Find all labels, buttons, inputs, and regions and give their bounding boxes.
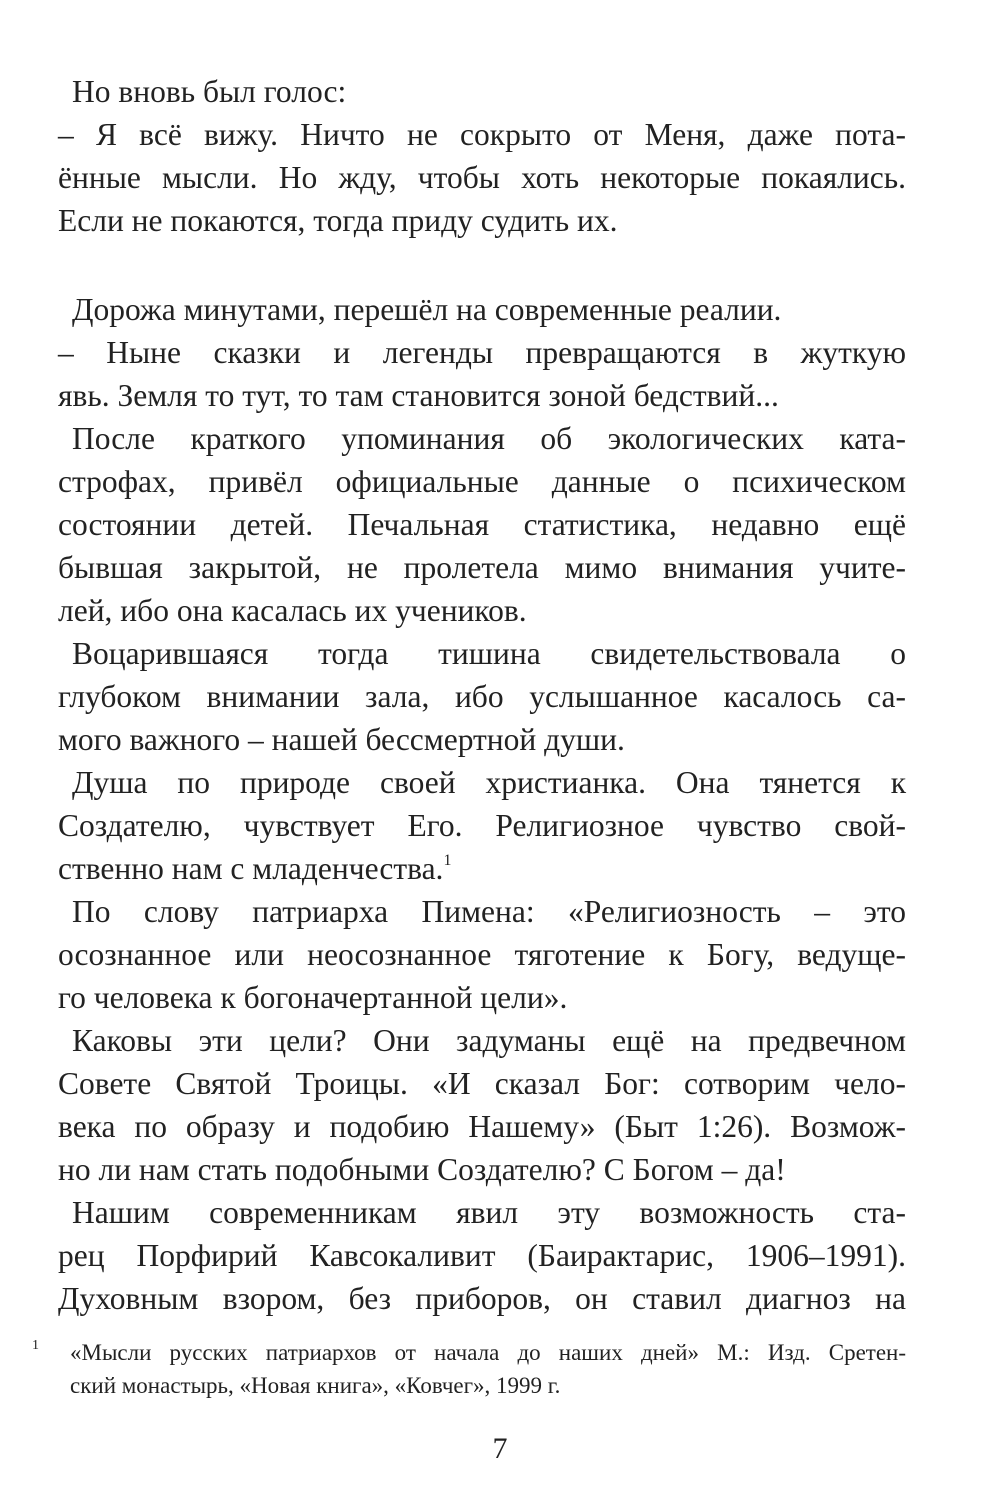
text-line: века по образу и подобию Нашему» (Быт 1:26). Возмож- [58,1109,906,1144]
text-line: – Я всё вижу. Ничто не сокрыто от Меня, даже пота- [58,117,906,152]
text-line: состоянии детей. Печальная статистика, недавно ещё [58,507,906,542]
paragraph [58,1191,906,1320]
footnote-text [40,1336,906,1402]
paragraph [58,1019,906,1191]
text-line: Каковы эти цели? Они задуманы ещё на предвечном [72,1023,906,1058]
text-line: мого важного – нашей бессмертной души. [58,722,625,757]
text-line: глубоком внимании зала, ибо услышанное касалось са- [58,679,906,714]
paragraph [58,113,906,242]
text-line: По слову патриарха Пимена: «Религиозность – это [72,894,906,929]
text-line: но ли нам стать подобными Создателю? С Богом – да! [58,1152,786,1187]
text-line: ственно нам с младенчества. [58,851,444,886]
text-line: Нашим современникам явил эту возможность ста- [72,1195,906,1230]
paragraph [58,632,906,761]
page-body [58,70,906,1320]
text-line: го человека к богоначертанной цели». [58,980,568,1015]
text-line: Совете Святой Троицы. «И сказал Бог: сотворим чело- [58,1066,906,1101]
paragraph [58,288,906,331]
text-line: – Ныне сказки и легенды превращаются в жуткую [58,335,906,370]
text-line: лей, ибо она касалась их учеников. [58,593,527,628]
text-line: Если не покаются, тогда приду судить их. [58,203,618,238]
text-line: бывшая закрытой, не пролетела мимо внимания учите- [58,550,906,585]
footnote-number: 1 [32,1338,39,1353]
page-number: 7 [492,1432,508,1465]
text-line: Создателю, чувствует Его. Религиозное чувство свой- [58,808,906,843]
footnote-line: ский монастырь, «Новая книга», «Ковчег», 1999 г. [70,1373,561,1398]
paragraph [58,890,906,1019]
footnote-reference[interactable]: 1 [443,852,452,869]
text-line: осознанное или неосознанное тяготение к Богу, ведуще- [58,937,906,972]
text-line-with-note [58,847,906,890]
footnote [32,1336,906,1402]
text-line: явь. Земля то тут, то там становится зоной бедствий... [58,378,779,413]
text-line: строфах, привёл официальные данные о психическом [58,464,906,499]
text-line: Дорожа минутами, перешёл на современные реалии. [72,292,782,327]
section-gap [58,242,906,288]
paragraph [58,331,906,417]
footnote-line: «Мысли русских патриархов от начала до наших дней» М.: Изд. Сретен- [70,1340,906,1365]
text-line: После краткого упоминания об экологических ката- [72,421,906,456]
text-line: Душа по природе своей христианка. Она тянется к [72,765,906,800]
text-line: Духовным взором, без приборов, он ставил диагноз на [58,1281,906,1316]
paragraph [58,417,906,632]
paragraph [58,761,906,890]
text-line: ённые мысли. Но жду, чтобы хоть некоторые покаялись. [58,160,906,195]
paragraph [58,70,906,113]
text-line: Воцарившаяся тогда тишина свидетельствовала о [72,636,906,671]
text-line: рец Порфирий Кавсокаливит (Баирактарис, 1906–1991). [58,1238,906,1273]
text-line: Но вновь был голос: [72,74,347,109]
